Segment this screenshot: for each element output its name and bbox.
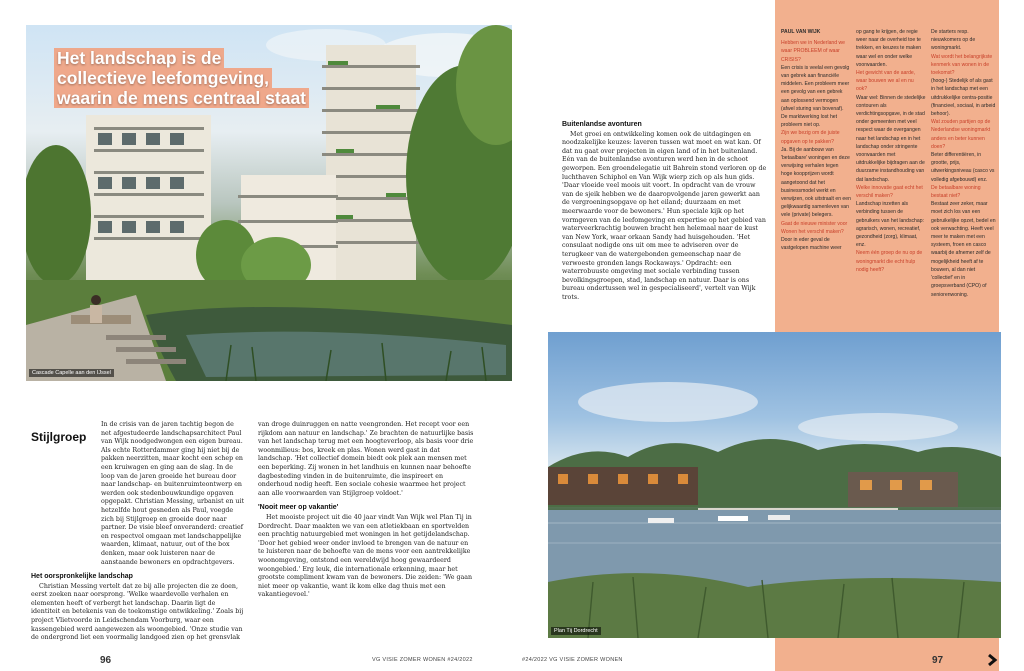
sidebar-answer: Bestaat zeer zeker, maar moet zich los van een gebruikelijke opzet, bedel en ook verwachting. Heeft veel meer te maken met een systeem, froen en casco waarbij de afnemer zelf de mogelijkheid heeft af te bouwen, al dan niet 'collectief' en in groepsverband (CPO) of seniorenwoning. [931,201,996,298]
sidebar-question: Neem één groep de nu op de woningmarkt die echt hulp nodig heeft? [856,250,923,273]
sidebar-question: Gaat de nieuwe minister voor Wonen het verschil maken? [781,220,848,235]
sidebar-answer: Beter differentiëren, in grootte, prijs, uitwerkingsniveau (casco vs volledig afgebouwd) enz. [931,152,995,183]
footer-left: VG VISIE ZOMER WONEN #24/2022 [372,657,473,663]
sidebar-answer: De starters resp. nieuwkomers op de woningmarkt. [931,29,976,52]
photo-credit-right: Plan Tij Dordrecht [551,627,601,635]
sidebar-question: Hebben we in Nederland we waar PROBLEEM of waar CRISIS? [781,40,845,63]
sidebar-question: De betaalbare woning bestaat niet? [931,184,981,200]
col3-subheading: Buitenlandse avonturen [562,121,642,128]
col2-paragraph-2: Het mooiste project uit die 40 jaar vindt Van Wijk wel Plan Tij in Dordrecht. Daar maakten we van een atletiekbaan en sportvelden een prachtig natuurgebied met woningen in het getijdelandschap. 'Door het gebied weer onder invloed te brengen van de natuur en te luisteren naar de behoefte van de mens voor een aantrekkelijke woonomgeving, ontstond een wereldwijd hoog gewaardeerd woongebied.' Erg leuk, die internationale erkenning, maar het grootste compliment kwam van de bewoners. Die zeiden: 'We gaan niet meer op vakantie, want ik kom elke dag thuis met een vakantiegevoel.' [258,513,473,599]
col1-intro: In de crisis van de jaren tachtig begon de net afgestudeerde landschapsarchitect Paul van Wijk noodgedwongen een eigen bureau. Als echte Rotterdammer ging hij niet bij de pakken neerzitten, maar kocht een schep en een kruiwagen en ging aan de slag. In de loop van de jaren groeide het bureau door naar landschap- en buitenruimteontwerp en werden ook stedenbouwkundige opgaven opgepakt. Christian Messing, urbanist en uit hetzelfde hout gesneden als Paul, voegde zich bij Stijlgroep en groeide door naar partner. De visie bleef onveranderd: creatief en respectvol omgaan met landschappelijke waarden, klimaat, natuur, out of the box denken, maar ook luisteren naar de aanstaande bewoners en opdrachtgevers. [101,421,245,566]
col1-paragraph: Christian Messing vertelt dat ze bij alle projecten die ze doen, eerst zoeken naar oorsprong. 'Welke waardevolle verhalen en elementen heeft of verbergt het landschap. Daarin ligt de identiteit en betekenis van de toekomstige ontwikkeling.' Zoals bij project Vlietvoorde in Leidschendam Voorburg, waar een kassengebied werd aangewezen als woongebied. 'Onze studie van de ondergrond liet een voormalig landgoed zien op het grensvlak [31,582,244,642]
footer-right: #24/2022 VG VISIE ZOMER WONEN [522,657,623,663]
photo-plan-tij [548,332,1001,638]
page-number-left: 96 [100,655,112,666]
next-page-arrow-icon[interactable] [985,652,999,666]
sidebar-answer: op gang te krijgen, de regie weer naar de overheid toe te trekken, en keuzes te maken waar wel en onder welke voorwaarden. [856,29,922,68]
col1-subheading: Het oorspronkelijke landschap [31,573,133,581]
page-number-right: 97 [932,655,944,666]
col3-paragraph: Met groei en ontwikkeling komen ook de uitdagingen en noodzakelijke keuzes: laveren tussen wat moet en wat kan. Of dat nu gaat over projecten in eigen land of in het buitenland. Eén van de buitenlandse avonturen werd hen in de schoot geworpen. Een groendelegatie uit Bahrein stond verloren op de luchthaven Schiphol en Van Wijk wierp zich op als hun gids. 'Daar vloeide veel moois uit voort. In opdracht van de vrouw van de sjeik hebben we de daaropvolgende jaren gewerkt aan de vergroeningsopgave op het eiland; duurzaam en met meerwaarde voor de bewoners.' Hun speciale kijk op het vormgeven van de leefomgeving en expertise op het gebied van waterveerkrachtig bouwen bracht hen helemaal naar de kust van New York, waar orkaan Sandy had huisgehouden. 'Het consulaat nodigde ons uit om mee te adviseren over de terugkeer van de watergebonden gemeenschap naar de verwoeste gronden langs Rockaways.' Opdracht: een waterrobuuste omgeving met sociale verbinding tussen bevolkingsgroepen, stad, landschap en natuur. Daar is ons bureau ondertussen wel in gespecialiseerd', vertelt van Wijk trots. [562,130,767,301]
sidebar-column-1 [781,28,851,252]
sidebar-question: Welke innovatie gaat echt het verschil maken? [856,184,923,200]
photo-illustration-right [548,332,1001,638]
headline: Het landschap is de collectieve leefomgeving, waarin de mens centraal staat [54,48,314,108]
sidebar-answer: Landschap inzetten als verbinding tussen de gebruikers van het landschap: agrarisch, wonen, recreatief, gezondheid (zorg), klimaat, enz. [856,201,924,249]
col2-paragraph-1: van droge duinruggen en natte veengronden. Het recept voor een rijkdom aan natuur en landschap.' Ze brachten de natuurlijke basis van het landschap terug met een hoogteverloop, als basis voor drie woonmilieus: bos, kreek en plas. Wonen werd gast in dat landschap. 'Het collectief domein biedt ook plek aan mensen met een beperking. Zij wonen in het landhuis en kunnen naar behoefte dagbesteding vinden in de buitenruimte, die inspireert en onderhoud nodig heeft. Een sociale cohesie waarmee het project aan alle voorwaarden van Stijlgroep voldoet.' [258,421,474,497]
column-1 [31,421,246,643]
column-2 [258,421,476,600]
sidebar-answer: Ja. Bij de aanbouw van 'betaalbare' woningen en deze verwijsing verhalen tegen hoge koopprijzen wordt aangetoond dat het businessmodel werkt en verwijzen, ook uitstraalt en een gelijkwaardig samenleven van vele (private) belegers. [781,146,851,219]
sidebar-question: Wat wordt het belangrijkste kenmerk van wonen in de toekomst? [931,53,993,77]
column-3 [562,121,767,302]
photo-credit-left: Cascade Capelle aan den IJssel [29,369,114,377]
col2-subheading: 'Nooit meer op vakantie' [258,504,339,512]
sidebar-answer: Door in eder geval de vastgelopen machine weer [781,237,842,252]
sidebar-answer: (hoog-) Stedelijk of als gast in het landschap met een uitdrukkelijke centra-positie (financieel, sociaal, in arbeid behoor). [931,78,996,118]
sidebar-answer: Waar wel: Binnen de stedelijke contouren als verdichtingsopgave, in de stad onder gemeenten met veel respect waar de overgangen naar het landschap en in het landschap onder stringente voorwaarden met uitdrukkelijke bijdragen aan de duurzame instandhouding van dat landschap. [856,94,926,183]
section-title: Stijlgroep [31,430,87,444]
sidebar-question: Zijn we bezig om de juiste opgaven op te pakken? [781,130,840,145]
sidebar-column-2 [856,28,926,274]
sidebar-column-3 [931,28,997,299]
sidebar-question: Het gewicht van de aarde, waar bouwen we al en nu ook? [856,70,916,93]
sidebar-question: Wat zouden partijen op de Nederlandse woningmarkt anders en beter kunnen doen? [931,119,991,150]
sidebar-heading: PAUL VAN WIJK [781,29,821,35]
sidebar-answer: Een crisis is veelal een gevolg van gebrek aan financiële middelen. Een probleem meer een gevolg van een gebrek aan oplossend vermogen (afwel sturing van bovenaf). De marktwerking lost het probleem niet op. [781,64,850,129]
